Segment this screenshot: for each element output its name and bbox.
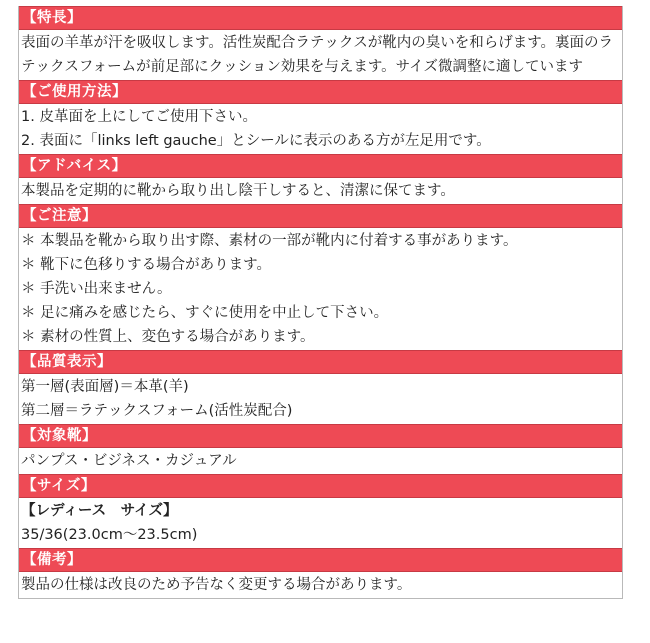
usage-body [19,104,622,154]
advice-header: 【アドバイス】 [19,154,622,178]
usage-header: 【ご使用方法】 [19,80,622,104]
caution-item: ＊ 手洗い出来ません。 [21,281,172,297]
size-subheading: 【レディース サイズ】 [21,503,178,519]
quality-layer: 第一層(表面層)＝本革(羊) [21,379,189,395]
notes-header: 【備考】 [19,548,622,572]
target-shoes-header: 【対象靴】 [19,424,622,448]
advice-body [19,178,622,204]
advice-text: 本製品を定期的に靴から取り出し陰干しすると、清潔に保てます。 [21,183,455,199]
features-text: 表面の羊革が汗を吸収します。活性炭配合ラテックスが靴内の臭いを和らげます。裏面のラテックスフォームが前足部にクッション効果を与えます。サイズ微調整に適しています [21,35,614,75]
usage-line: 1. 皮革面を上にしてご使用下さい。 [21,109,257,125]
quality-header: 【品質表示】 [19,350,622,374]
quality-body [19,374,622,424]
usage-line: 2. 表面に「links left gauche」とシールに表示のある方が左足用です。 [21,133,491,149]
cautions-body [19,228,622,350]
notes-body [19,572,622,599]
quality-layer: 第二層＝ラテックスフォーム(活性炭配合) [21,403,293,419]
target-shoes-text: パンプス・ビジネス・カジュアル [21,453,237,469]
cautions-header: 【ご注意】 [19,204,622,228]
caution-item: ＊ 本製品を靴から取り出す際、素材の一部が靴内に付着する事があります。 [21,233,518,249]
size-header: 【サイズ】 [19,474,622,498]
notes-text: 製品の仕様は改良のため予告なく変更する場合があります。 [21,577,412,593]
caution-item: ＊ 素材の性質上、変色する場合があります。 [21,329,315,345]
size-body [19,498,622,548]
target-shoes-body [19,448,622,474]
features-body [19,30,622,80]
size-text: 35/36(23.0cm～23.5cm) [21,527,198,543]
product-spec-sheet [18,6,623,599]
features-header: 【特長】 [19,6,622,30]
caution-item: ＊ 靴下に色移りする場合があります。 [21,257,271,273]
caution-item: ＊ 足に痛みを感じたら、すぐに使用を中止して下さい。 [21,305,389,321]
